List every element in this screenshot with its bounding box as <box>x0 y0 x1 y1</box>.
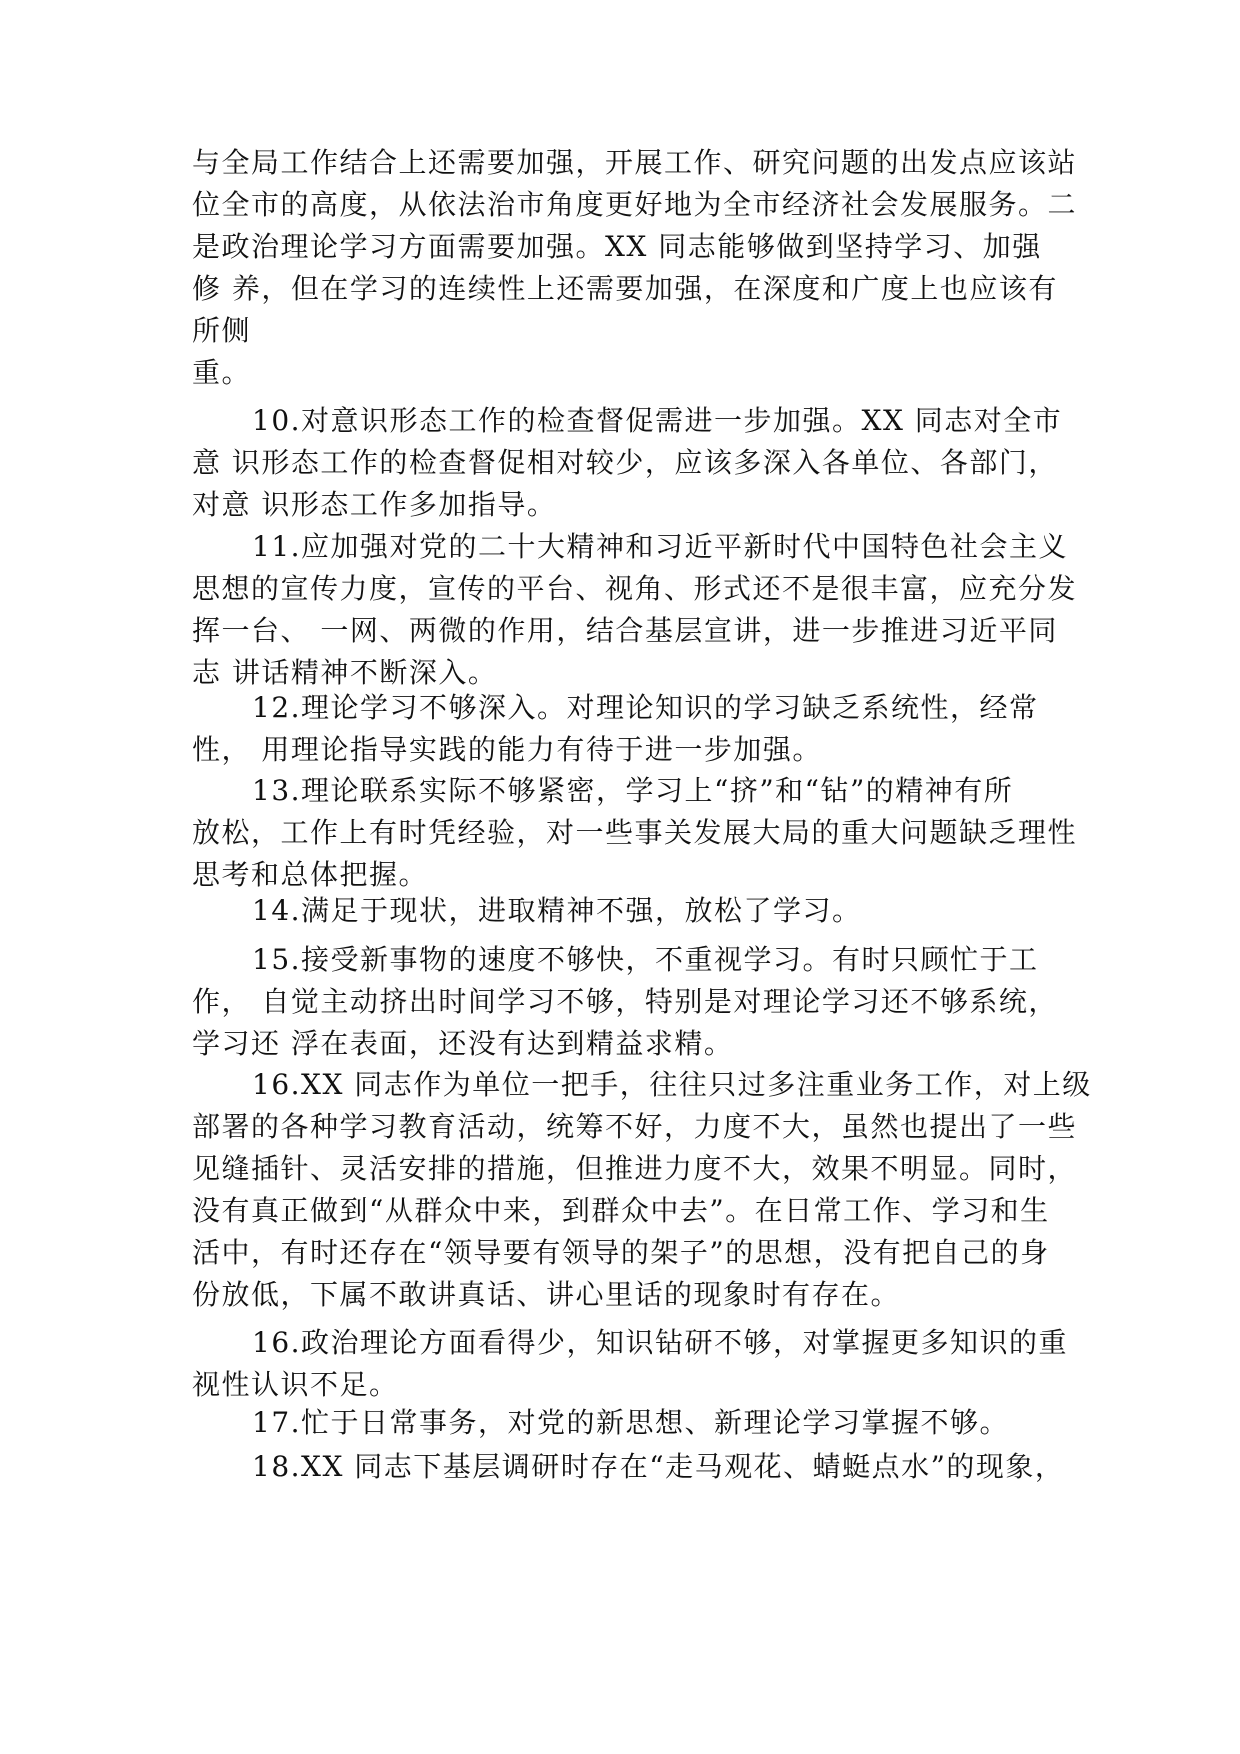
text-line: 13.理论联系实际不够紧密，学习上“挤”和“钻”的精神有所 <box>252 774 1014 807</box>
text-line: 16.政治理论方面看得少，知识钻研不够，对掌握更多知识的重 <box>252 1326 1069 1359</box>
paragraph-item-16b <box>192 1322 1072 1406</box>
text-line: 志 讲话精神不断深入。 <box>192 656 498 689</box>
text-line: 11.应加强对党的二十大精神和习近平新时代中国特色社会主义 <box>252 530 1069 563</box>
text-line: 对意 识形态工作多加指导。 <box>192 488 557 521</box>
text-line: 18.XX 同志下基层调研时存在“走马观花、蜻蜓点水”的现象， <box>252 1450 1065 1483</box>
paragraph-item-13 <box>192 770 1078 896</box>
text-line: 部署的各种学习教育活动，统筹不好，力度不大，虽然也提出了一些 <box>192 1110 1078 1143</box>
text-line: 15.接受新事物的速度不够快，不重视学习。有时只顾忙于工 <box>252 943 1039 976</box>
text-line: 挥一台、 一网、两微的作用，结合基层宣讲，进一步推进习近平同 <box>192 614 1058 647</box>
paragraph-continuation <box>192 142 1078 394</box>
text-line: 是政治理论学习方面需要加强。XX 同志能够做到坚持学习、加强 <box>192 230 1042 263</box>
text-line: 没有真正做到“从群众中来，到群众中去”。在日常工作、学习和生 <box>192 1194 1050 1227</box>
text-line: 16.XX 同志作为单位一把手，往往只过多注重业务工作，对上级 <box>252 1068 1092 1101</box>
paragraph-item-17 <box>192 1402 1072 1444</box>
text-line: 重。 <box>192 356 252 389</box>
text-line: 与全局工作结合上还需要加强，开展工作、研究问题的出发点应该站 <box>192 146 1078 179</box>
paragraph-item-14 <box>192 890 1072 932</box>
text-line: 修 养，但在学习的连续性上还需要加强，在深度和广度上也应该有 <box>192 272 1058 305</box>
paragraph-item-11 <box>192 526 1078 694</box>
text-line: 见缝插针、灵活安排的措施，但推进力度不大，效果不明显。同时， <box>192 1152 1078 1185</box>
text-line: 性， 用理论指导实践的能力有待于进一步加强。 <box>192 733 822 766</box>
text-line: 17.忙于日常事务，对党的新思想、新理论学习掌握不够。 <box>252 1406 1010 1439</box>
text-line: 思考和总体把握。 <box>192 858 429 891</box>
text-line: 份放低，下属不敢讲真话、讲心里话的现象时有存在。 <box>192 1278 901 1311</box>
text-line: 14.满足于现状，进取精神不强，放松了学习。 <box>252 894 862 927</box>
paragraph-item-15 <box>192 939 1072 1065</box>
text-line: 10.对意识形态工作的检查督促需进一步加强。XX 同志对全市 <box>252 404 1063 437</box>
text-line: 学习还 浮在表面，还没有达到精益求精。 <box>192 1027 734 1060</box>
text-line: 位全市的高度，从依法治市角度更好地为全市经济社会发展服务。二 <box>192 188 1078 221</box>
paragraph-item-10 <box>192 400 1072 526</box>
text-line: 活中，有时还存在“领导要有领导的架子”的思想，没有把自己的身 <box>192 1236 1050 1269</box>
text-line: 放松，工作上有时凭经验，对一些事关发展大局的重大问题缺乏理性 <box>192 816 1078 849</box>
paragraph-item-12 <box>192 687 1072 771</box>
paragraph-item-18 <box>192 1446 1072 1488</box>
paragraph-item-16a <box>192 1064 1092 1316</box>
text-line: 思想的宣传力度，宣传的平台、视角、形式还不是很丰富，应充分发 <box>192 572 1078 605</box>
text-line: 意 识形态工作的检查督促相对较少，应该多深入各单位、各部门， <box>192 446 1058 479</box>
text-line: 所侧 <box>192 314 252 347</box>
text-line: 视性认识不足。 <box>192 1368 399 1401</box>
text-line: 作， 自觉主动挤出时间学习不够，特别是对理论学习还不够系统， <box>192 985 1058 1018</box>
text-line: 12.理论学习不够深入。对理论知识的学习缺乏系统性，经常 <box>252 691 1039 724</box>
